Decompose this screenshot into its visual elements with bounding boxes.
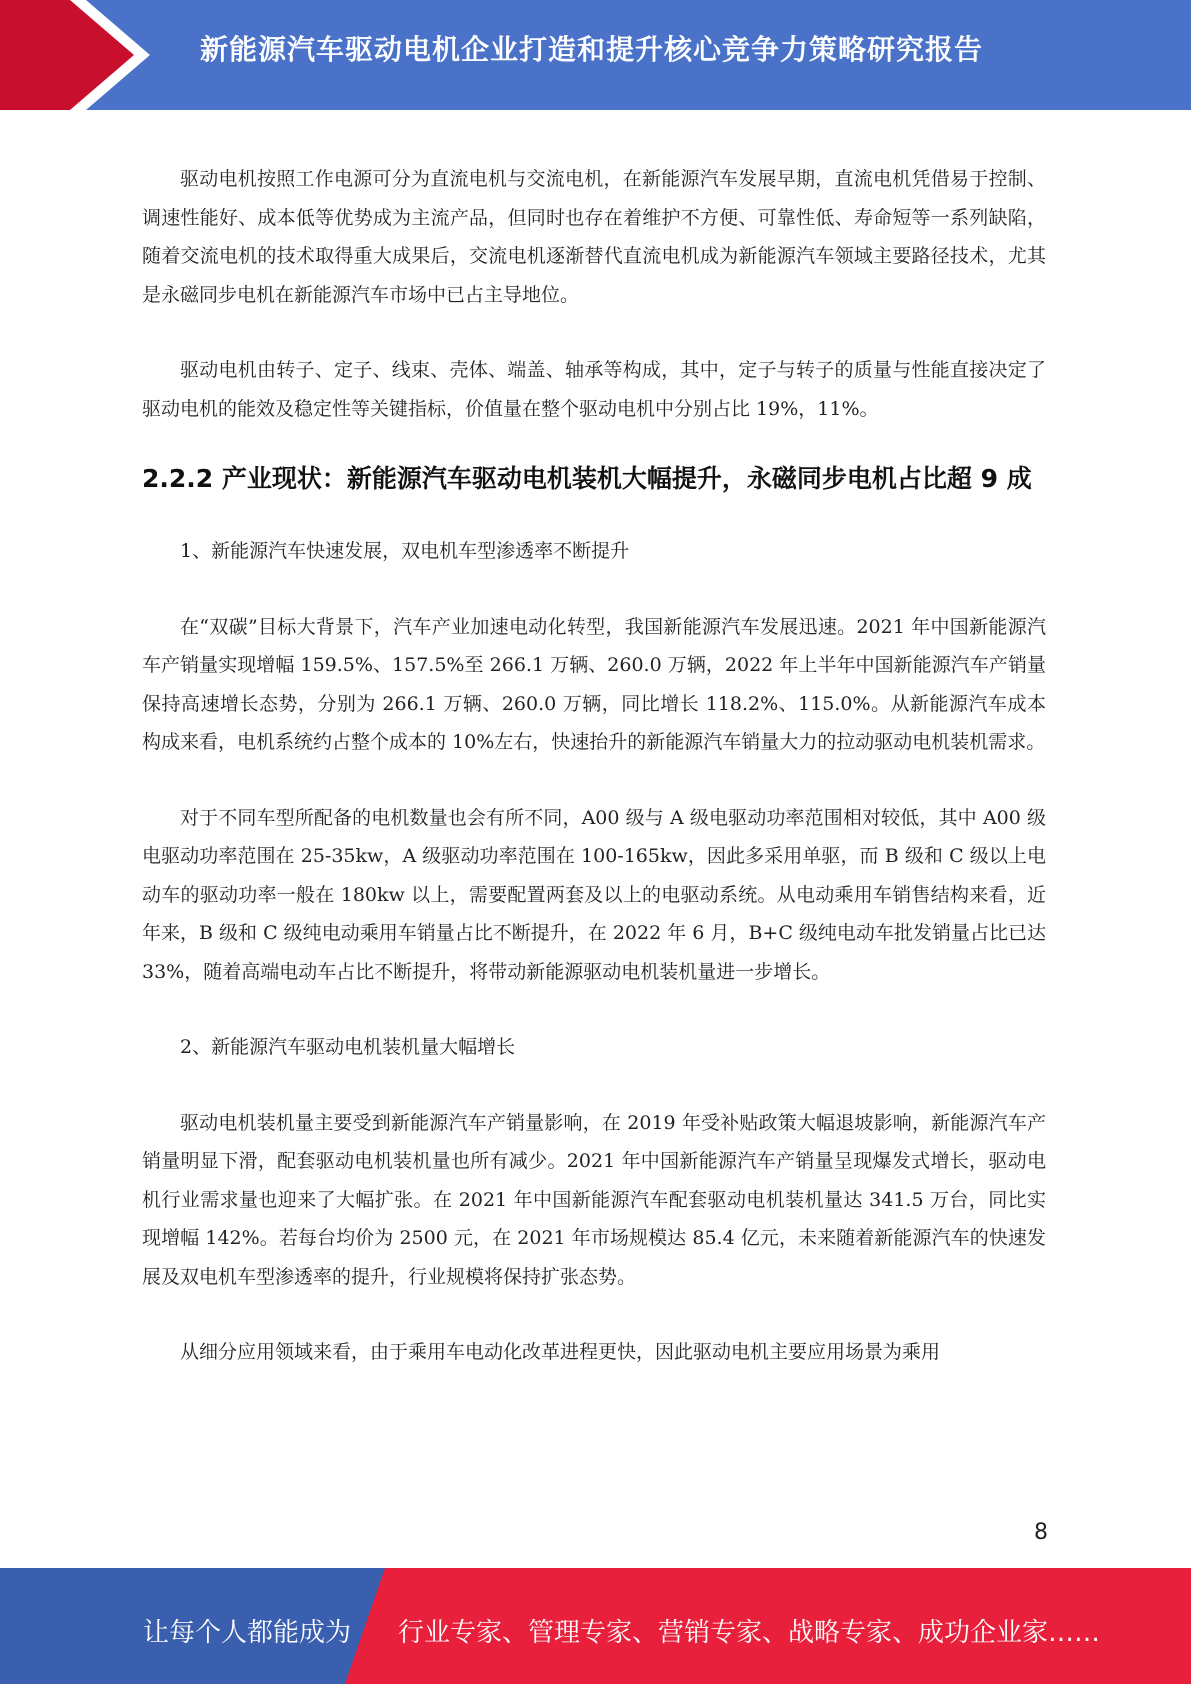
footer-slogan-left: 让每个人都能成为 — [143, 1618, 352, 1648]
paragraph: 驱动电机按照工作电源可分为直流电机与交流电机，在新能源汽车发展早期，直流电机凭借易于控制、调速性能好、成本低等优势成为主流产品，但同时也存在着维护不方便、可靠性低、寿命短等一系列缺陷，随着交流电机的技术取得重大成果后，交流电机逐渐替代直流电机成为新能源汽车领域主要路径技术，尤其是永磁同步电机在新能源汽车市场中已占主导地位。 — [142, 168, 1046, 306]
paragraph: 对于不同车型所配备的电机数量也会有所不同，A00 级与 A 级电驱动功率范围相对较低，其中 A00 级电驱动功率范围在 25-35kw，A 级驱动功率范围在 100-165kw，因此多采用单驱，而 B 级和 C 级以上电动车的驱动功率一般在 180kw 以上，需要配置两套及以上的电驱动系统。从电动乘用车销售结构来看，近年来，B 级和 C 级纯电动乘用车销量占比不断提升，在 2022 年 6 月，B+C 级纯电动车批发销量占比已达 33%，随着高端电动车占比不断提升，将带动新能源驱动电机装机量进一步增长。 — [142, 806, 1046, 983]
page-footer — [0, 1568, 1191, 1684]
paragraph: 驱动电机由转子、定子、线束、壳体、端盖、轴承等构成，其中，定子与转子的质量与性能直接决定了驱动电机的能效及稳定性等关键指标，价值量在整个驱动电机中分别占比 19%，11%。 — [142, 359, 1046, 420]
report-title: 新能源汽车驱动电机企业打造和提升核心竞争力策略研究报告 — [200, 33, 984, 66]
page-content — [142, 160, 1046, 1372]
paragraph: 驱动电机装机量主要受到新能源汽车产销量影响，在 2019 年受补贴政策大幅退坡影响，新能源汽车产销量明显下滑，配套驱动电机装机量也所有减少。2021 年中国新能源汽车产销量呈现爆发式增长，驱动电机行业需求量也迎来了大幅扩张。在 2021 年中国新能源汽车配套驱动电机装机量达 341.5 万台，同比实现增幅 142%。若每台均价为 2500 元，在 2021 年市场规模达 85.4 亿元，未来随着新能源汽车的快速发展及双电机车型渗透率的提升，行业规模将保持扩张态势。 — [142, 1111, 1046, 1288]
paragraph: 从细分应用领域来看，由于乘用车电动化改革进程更快，因此驱动电机主要应用场景为乘用 — [180, 1341, 941, 1363]
footer-slogan-right: 行业专家、管理专家、营销专家、战略专家、成功企业家…… — [398, 1618, 1101, 1648]
subsection-heading: 1、新能源汽车快速发展，双电机车型渗透率不断提升 — [180, 540, 630, 562]
paragraph: 在“双碳”目标大背景下，汽车产业加速电动化转型，我国新能源汽车发展迅速。2021 年中国新能源汽车产销量实现增幅 159.5%、157.5%至 266.1 万辆、260.0 万辆，2022 年上半年中国新能源汽车产销量保持高速增长态势，分别为 266.1 万辆、260.0 万辆，同比增长 118.2%、115.0%。从新能源汽车成本构成来看，电机系统约占整个成本的 10%左右，快速抬升的新能源汽车销量大力的拉动驱动电机装机需求。 — [142, 615, 1046, 753]
page-header — [0, 0, 1191, 110]
section-heading: 2.2.2 产业现状：新能源汽车驱动电机装机大幅提升，永磁同步电机占比超 9 成 — [142, 464, 1032, 493]
subsection-heading: 2、新能源汽车驱动电机装机量大幅增长 — [180, 1036, 516, 1058]
page-number: 8 — [1034, 1520, 1048, 1545]
